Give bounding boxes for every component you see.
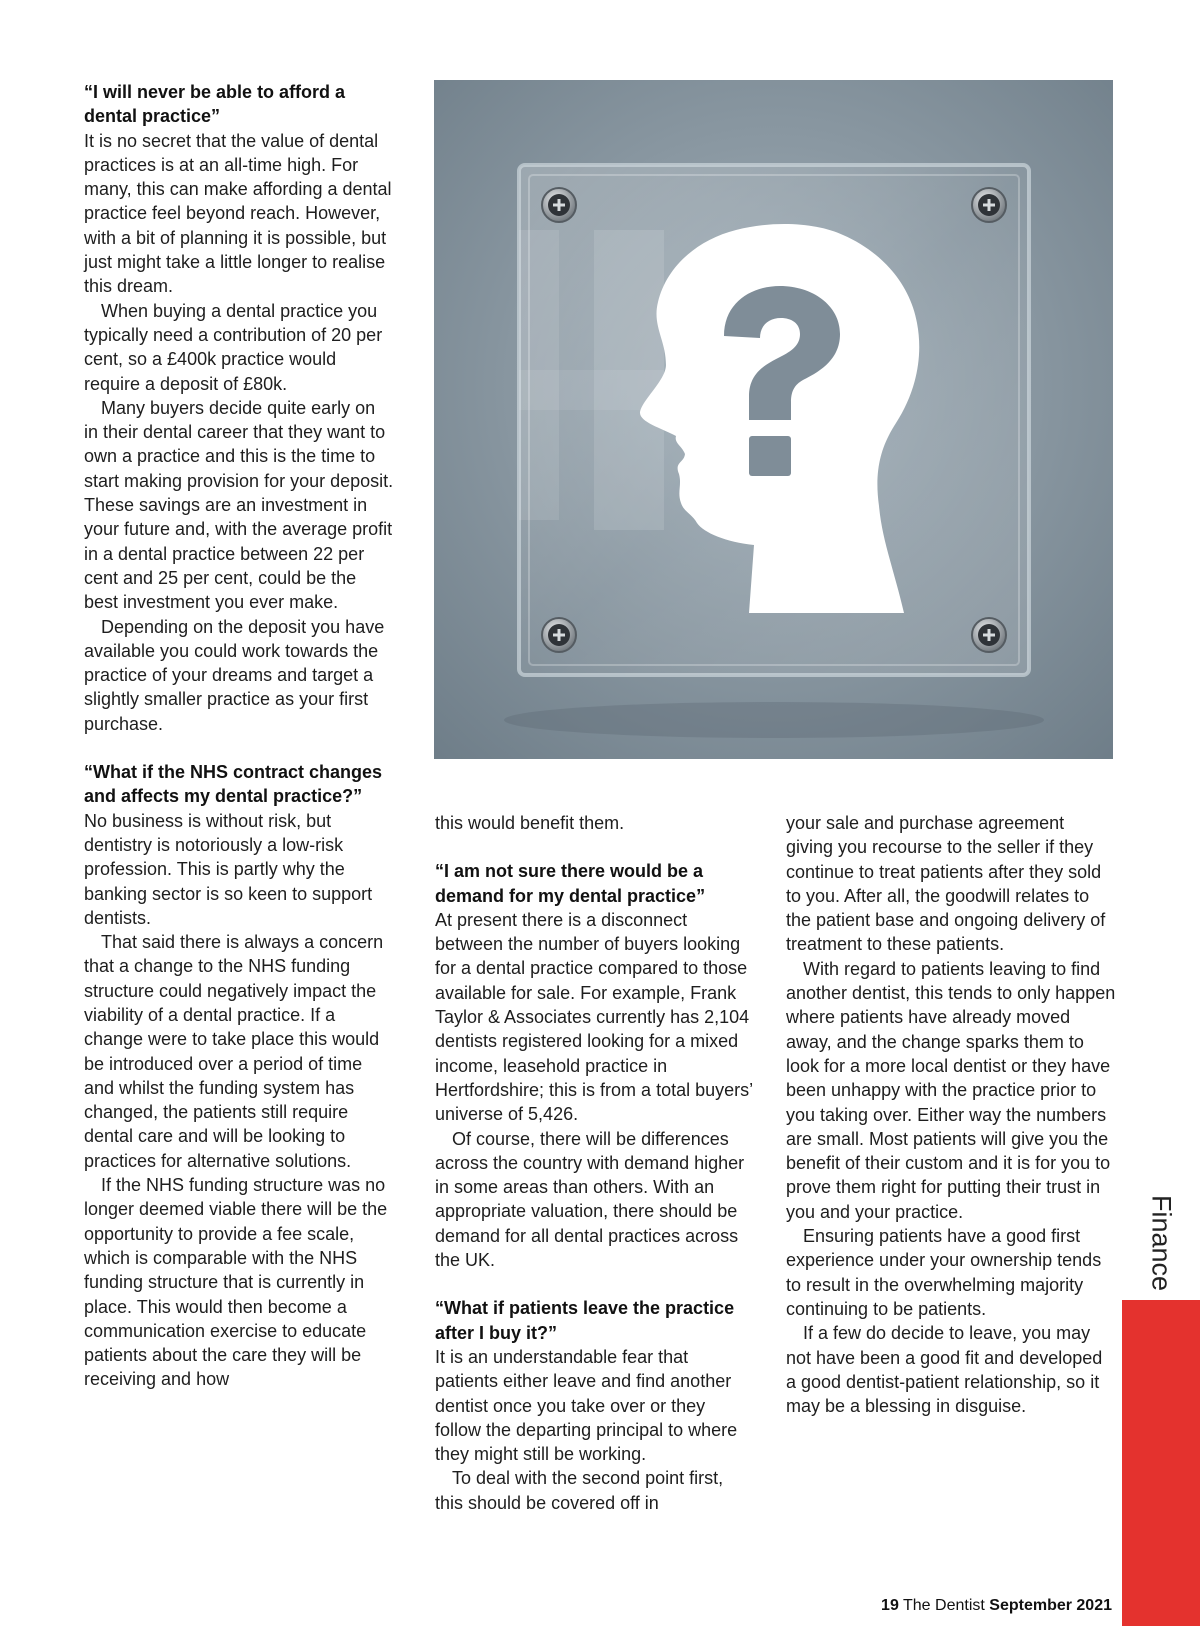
paragraph: Ensuring patients have a good first experience under your ownership tends to result in the overwhelming majority continuing to be patients.: [786, 1226, 1102, 1319]
paragraph: Of course, there will be differences across the country with demand higher in some areas than others. With an appropriate valuation, there should be demand for all dental practices across the UK.: [435, 1128, 745, 1271]
paragraph: When buying a dental practice you typically need a contribution of 20 per cent, so a £400k practice would require a deposit of £80k.: [84, 300, 383, 394]
article-column-1: [84, 80, 394, 1392]
paragraph: To deal with the second point first, this should be covered off in: [435, 1468, 724, 1513]
hero-image: [434, 80, 1113, 759]
paragraph: Many buyers decide quite early on in their dental career that they want to own a practice and this is the time to start making provision for your deposit. These savings are an investment in your future and, with the average profit in a dental practice between 22 per cent and 25 per cent, could be the best investment you ever make.: [84, 397, 394, 613]
section-label: [1122, 1194, 1200, 1292]
page-footer: [881, 1597, 1112, 1615]
page-number: 19: [881, 1597, 899, 1614]
question-mark-head-icon: [434, 80, 1113, 759]
section-label-text: Finance: [1146, 1194, 1177, 1292]
article-column-3: [786, 811, 1116, 1418]
subheading-afford: “I will never be able to afford a dental practice”: [84, 82, 346, 127]
paragraph: this would benefit them.: [435, 813, 625, 833]
article-column-2: [435, 811, 753, 1515]
paragraph: No business is without risk, but dentistry is notoriously a low-risk profession. This is partly why the banking sector is so keen to support dentists.: [84, 810, 373, 928]
paragraph: It is no secret that the value of dental practices is at an all-time high. For many, this can make affording a dental practice feel beyond reach. However, with a bit of planning it is possible, but just might take a little longer to realise this dream.: [84, 130, 392, 297]
paragraph: It is an understandable fear that patients either leave and find another dentist once you take over or they follow the departing principal to where they might still be working.: [435, 1346, 738, 1465]
paragraph: Depending on the deposit you have available you could work towards the practice of your dreams and target a slightly smaller practice as your first purchase.: [84, 616, 385, 734]
paragraph: With regard to patients leaving to find another dentist, this tends to only happen where patients have already moved away, and the change sparks them to look for a more local dentist or they have been unhappy with the practice prior to you taking over. Either way the numbers are small. Most patients will give you the benefit of their custom and it is for you to prove them right for putting their trust in you and your practice.: [786, 958, 1116, 1222]
subheading-demand: “I am not sure there would be a demand for my dental practice”: [435, 861, 706, 906]
paragraph: your sale and purchase agreement giving you recourse to the seller if they continue to treat patients after they sold to you. After all, the goodwill relates to the patient base and ongoing delivery of treatment to these patients.: [786, 813, 1106, 955]
section-tab: [1122, 1300, 1200, 1626]
paragraph: If the NHS funding structure was no longer deemed viable there will be the opportunity to provide a fee scale, which is comparable with the NHS funding structure that is currently in place. This would then become a communication exercise to educate patients about the care they will be receiving and how: [84, 1175, 388, 1390]
subheading-patients-leave: “What if patients leave the practice after I buy it?”: [435, 1298, 735, 1343]
issue-date: September 2021: [989, 1597, 1112, 1614]
paragraph: If a few do decide to leave, you may not have been a good fit and developed a good dentist-patient relationship, so it may be a blessing in disguise.: [786, 1323, 1103, 1417]
subheading-nhs-contract: “What if the NHS contract changes and affects my dental practice?”: [84, 762, 383, 807]
publication-name: The Dentist: [903, 1597, 985, 1614]
paragraph: That said there is always a concern that a change to the NHS funding structure could negatively impact the viability of a dental practice. If a change were to take place this would be introduced over a period of time and whilst the funding system has changed, the patients still require dental care and will be looking to practices for alternative solutions.: [84, 932, 384, 1171]
paragraph: At present there is a disconnect between the number of buyers looking for a dental practice compared to those available for sale. For example, Frank Taylor & Associates currently has 2,104 dentists registered looking for a mixed income, leasehold practice in Hertfordshire; this is from a total buyers’ universe of 5,426.: [435, 909, 753, 1125]
